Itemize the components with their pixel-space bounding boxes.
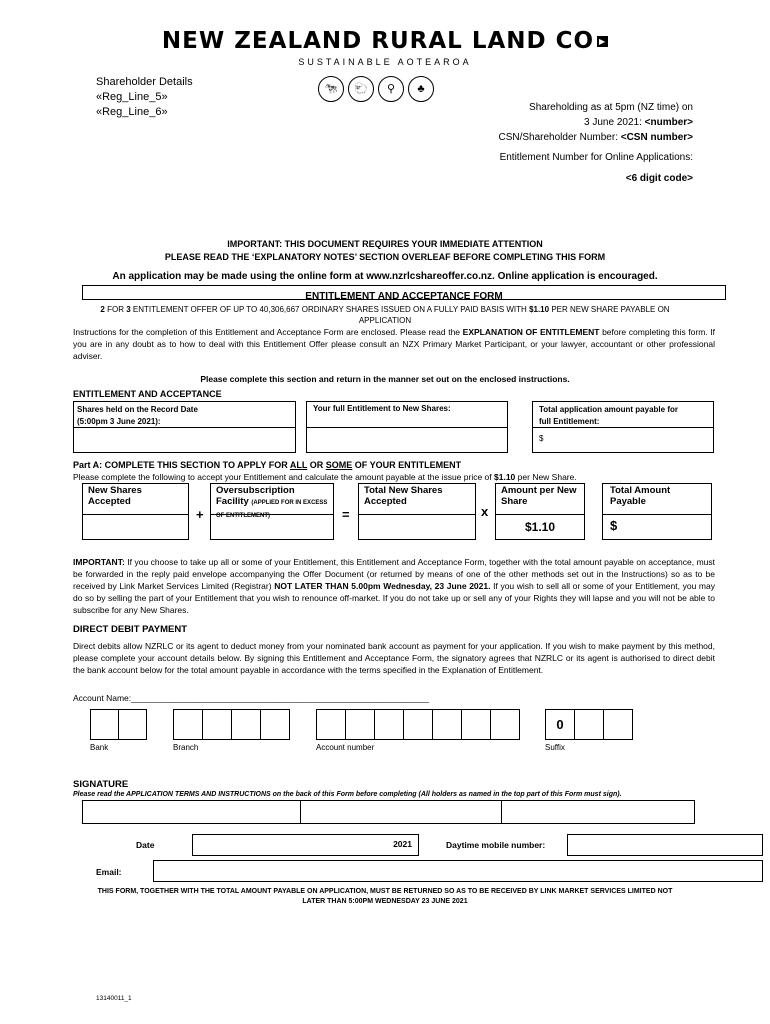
online-note: An application may be made using the online form at www.nzrlcshareoffer.co.nz. Online application is encouraged. [112, 271, 658, 282]
reg-line-6: «Reg_Line_6» [96, 106, 168, 118]
important-payment-note: IMPORTANT: If you choose to take up all or some of your Entitlement, this Entitlement and Acceptance Form, together with the total amount payable on acceptance, must be forwarded in the reply paid envelope accompanying the Offer Document (or returned by means of one of the other methods set out in the Instructions) so as to be received by Link Market Services Limited (Registrar) NOT LATER THAN 5.00pm Wednesday, 23 June 2021. If you wish to sell all or some of your Entitlement, you may do so by selling the part of your Entitlement that you wish to renounce off-market. If you do not take up or sell any of your Rights they will lapse and you will not be able to subscribe for any New Shares. [73, 557, 715, 615]
suffix-label: Suffix [545, 743, 565, 752]
total-payable-header: Total application amount payable for full Entitlement: [532, 401, 714, 428]
full-entitlement-field[interactable] [306, 427, 508, 453]
suffix-digit-box[interactable]: 0 [545, 709, 575, 740]
please-complete: Please complete this section and return in the manner set out on the enclosed instructions. [200, 374, 570, 384]
mobile-field[interactable] [567, 834, 763, 856]
direct-debit-title: DIRECT DEBIT PAYMENT [73, 624, 188, 635]
account-name-field[interactable]: Account Name:_______________________________________________________________ [73, 693, 429, 703]
signature-title: SIGNATURE [73, 779, 129, 790]
date-field[interactable] [192, 834, 419, 856]
dollar-sign: $ [539, 434, 544, 443]
signature-box-1[interactable] [82, 800, 301, 824]
read-notes-heading: PLEASE READ THE ‘EXPLANATORY NOTES’ SECTION OVERLEAF BEFORE COMPLETING THIS FORM [164, 252, 606, 262]
account-digit-box[interactable] [374, 709, 404, 740]
shares-held-header: Shares held on the Record Date (5:00pm 3 June 2021): [73, 401, 296, 428]
branch-digit-box[interactable] [231, 709, 261, 740]
mobile-label: Daytime mobile number: [446, 840, 546, 850]
company-logo [0, 28, 770, 67]
amount-per-share-value: $1.10 [495, 514, 585, 540]
important-heading: IMPORTANT: THIS DOCUMENT REQUIRES YOUR IMMEDIATE ATTENTION [227, 239, 543, 249]
email-label: Email: [96, 867, 122, 877]
logo-icons [318, 76, 438, 102]
account-digit-box[interactable] [403, 709, 433, 740]
tree-icon: ♣ [408, 76, 434, 102]
date-label: Date [136, 840, 155, 850]
full-entitlement-header: Your full Entitlement to New Shares: [306, 401, 508, 428]
offer-description: 2 FOR 3 ENTITLEMENT OFFER OF UP TO 40,306,667 ORDINARY SHARES ISSUED ON A FULLY PAID BASIS WITH $1.10 PER NEW SHARE PAYABLE ON APPLICATION [100, 305, 670, 325]
return-note: THIS FORM, TOGETHER WITH THE TOTAL AMOUNT PAYABLE ON APPLICATION, MUST BE RETURNED SO AS TO BE RECEIVED BY LINK MARKET SERVICES LIMITED NOT LATER THAN 5:00PM WEDNESDAY 23 JUNE 2021 [97, 888, 673, 905]
bank-digit-box[interactable] [118, 709, 147, 740]
new-shares-header: New Shares Accepted [82, 483, 189, 515]
branch-digit-box[interactable] [202, 709, 232, 740]
branch-digit-box[interactable] [260, 709, 290, 740]
total-amount-field[interactable]: $ [602, 514, 712, 540]
account-digit-box[interactable] [490, 709, 520, 740]
date-year: 2021 [393, 839, 412, 849]
signature-box-2[interactable] [300, 800, 502, 824]
sheep-icon: 🐑 [348, 76, 374, 102]
holding-number: <number> [644, 117, 693, 128]
holding-info [498, 100, 693, 145]
holding-date: 3 June 2021: [584, 117, 642, 128]
reg-line-5: «Reg_Line_5» [96, 91, 168, 103]
total-payable-field[interactable] [532, 427, 714, 453]
form-title-box [82, 285, 726, 300]
csn-number: <CSN number> [620, 132, 693, 143]
shareholder-title: Shareholder Details [96, 76, 193, 88]
account-digit-box[interactable] [316, 709, 346, 740]
shares-held-field[interactable] [73, 427, 296, 453]
direct-debit-text: Direct debits allow NZRLC or its agent to deduct money from your nominated bank account as payment for your application. If you wish to make payment by this method, please complete your account details below. By signing this Entitlement and Acceptance Form, the signatory agrees that NZRLC or its agent is authorised to direct debit the bank account below for the total amount payable in accordance with the terms specified in the Explanation of Entitlement. [73, 641, 715, 675]
holding-line1: Shareholding as at 5pm (NZ time) on [529, 102, 693, 113]
account-digit-box[interactable] [461, 709, 491, 740]
company-tagline: SUSTAINABLE AOTEAROA [298, 57, 472, 67]
account-digit-box[interactable] [432, 709, 462, 740]
plus-sign: + [196, 507, 204, 522]
document-code: 13140011_1 [96, 995, 132, 1002]
instructions-text: Instructions for the completion of this Entitlement and Acceptance Form are enclosed. Please read the EXPLANATION OF ENTITLEMENT before completing this form. If you are in any doubt as to how to deal with this Entitlement Offer please consult an NZX Primary Market Participant, or your lawyer, accountant or other professional adviser. [73, 327, 715, 361]
oversubscription-field[interactable] [210, 514, 334, 540]
bank-label: Bank [90, 743, 109, 752]
form-title: ENTITLEMENT AND ACCEPTANCE FORM [305, 291, 503, 302]
person-icon: ⚲ [378, 76, 404, 102]
total-shares-header: Total New Shares Accepted [358, 483, 476, 515]
new-shares-field[interactable] [82, 514, 189, 540]
branch-digit-box[interactable] [173, 709, 203, 740]
entitlement-code: <6 digit code> [625, 173, 693, 184]
bank-digit-box[interactable] [90, 709, 119, 740]
email-field[interactable] [153, 860, 763, 882]
csn-label: CSN/Shareholder Number: [498, 132, 618, 143]
company-name: NEW ZEALAND RURAL LAND CO [161, 28, 595, 54]
shareholder-details [96, 75, 193, 120]
times-sign: x [481, 504, 489, 519]
signature-note: Please read the APPLICATION TERMS AND INSTRUCTIONS on the back of this Form before completing (All holders as named in the top part of this Form must sign). [73, 791, 622, 798]
oversubscription-header: Oversubscription Facility (APPLIED FOR IN EXCESS OF ENTITLEMENT) [210, 483, 334, 515]
ent-section-title: ENTITLEMENT AND ACCEPTANCE [73, 389, 222, 399]
total-shares-field[interactable] [358, 514, 476, 540]
cow-icon: 🐄 [318, 76, 344, 102]
part-a-subtitle: Please complete the following to accept your Entitlement and calculate the amount payable at the issue price of $1.10 per New Share. [73, 472, 577, 482]
company-mark-icon: ▶ [598, 37, 607, 46]
entitlement-number-label: Entitlement Number for Online Applications: [499, 152, 693, 163]
account-number-label: Account number [316, 743, 375, 752]
account-digit-box[interactable] [345, 709, 375, 740]
suffix-digit-box[interactable] [603, 709, 633, 740]
total-amount-header: Total Amount Payable [602, 483, 712, 515]
branch-label: Branch [173, 743, 199, 752]
equals-sign: = [342, 507, 350, 522]
suffix-digit-box[interactable] [574, 709, 604, 740]
amount-per-share-header: Amount per New Share [495, 483, 585, 515]
part-a-title: Part A: COMPLETE THIS SECTION TO APPLY FOR ALL OR SOME OF YOUR ENTITLEMENT [73, 460, 462, 470]
signature-box-3[interactable] [501, 800, 695, 824]
